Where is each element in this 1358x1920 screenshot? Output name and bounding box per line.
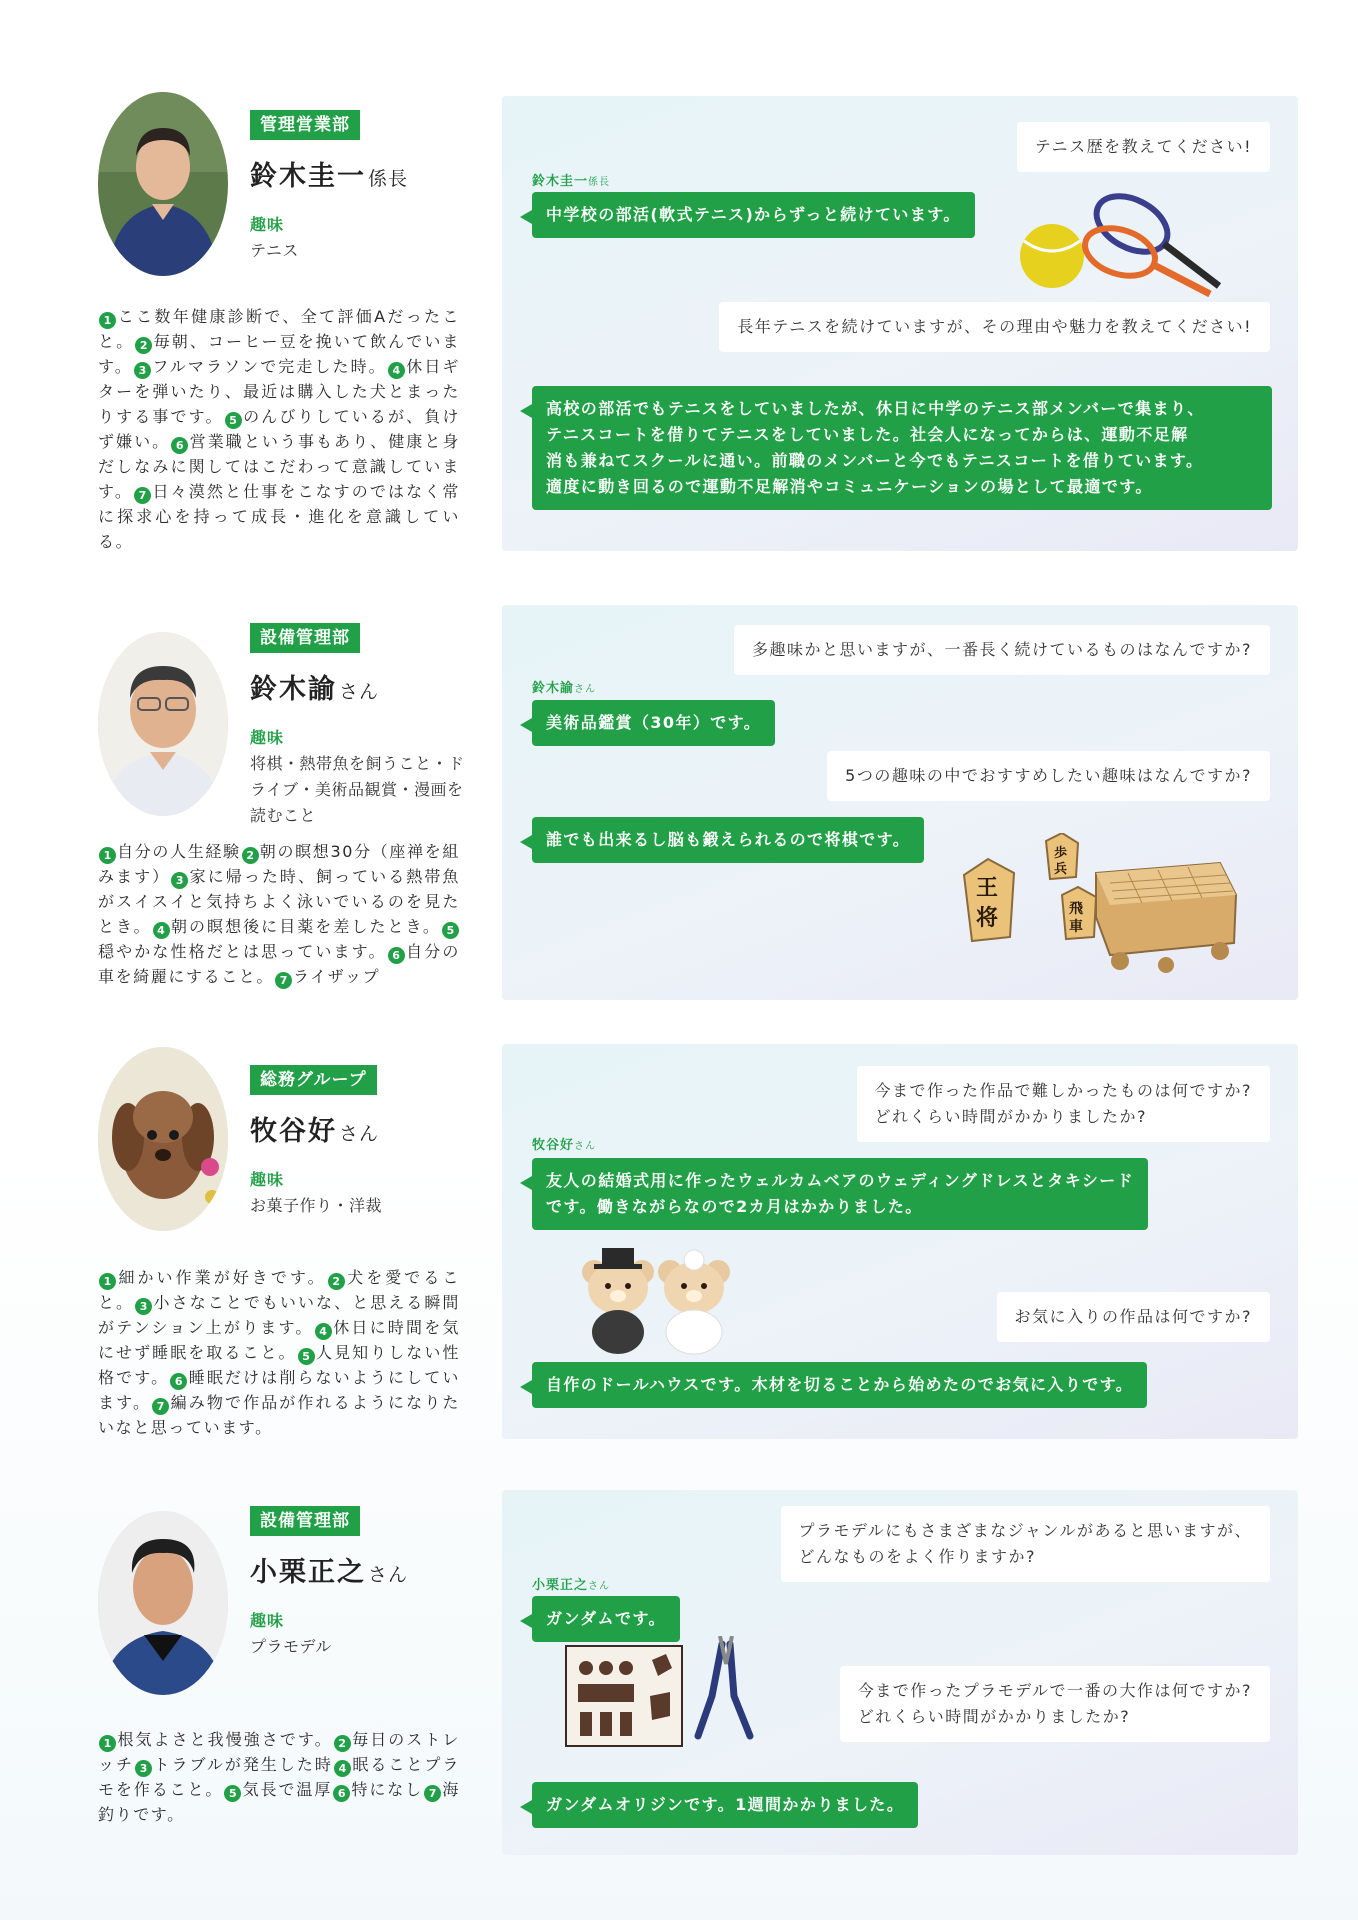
hobby-label: 趣味: [250, 728, 285, 747]
teddy-bears-icon: [572, 1246, 742, 1356]
portrait-photo: [98, 92, 228, 276]
svg-text:飛: 飛: [1069, 901, 1083, 917]
answer-bubble: 中学校の部活(軟式テニス)からずっと続けています。: [532, 192, 975, 238]
hobby-label: 趣味: [250, 1611, 285, 1630]
person-name: 鈴木諭 さん: [250, 674, 380, 705]
portrait-photo: [98, 1511, 228, 1695]
answer-bubble: 高校の部活でもテニスをしていましたが、休日に中学のテニス部メンバーで集まり、 テニスコートを借りてテニスをしていました。社会人になってからは、運動不足解 消も兼ねてスクールに通い。前職のメンバーと今でもテニスコートを借りています。 適度に動き回るので運動不足解消やコミュニケーションの場として最適です。: [532, 386, 1272, 510]
answer-bubble: 誰でも出来るし脳も鍛えられるので将棋です。: [532, 817, 924, 863]
question-bubble: 今まで作った作品で難しかったものは何ですか? どれくらい時間がかかりましたか?: [857, 1066, 1271, 1142]
portrait-photo: [98, 632, 228, 816]
hobby-label: 趣味: [250, 215, 285, 234]
interview-panel: [502, 1044, 1298, 1439]
interview-panel: [502, 1490, 1298, 1855]
self-introduction: 1 細かい作業が好きです。 2 犬を愛でること。 3 小さなことでもいいな、と思える瞬間がテンション上がります。 4 休日に時間を気にせず睡眠を取ること。 5 人見知りしない性格です。 6 睡眠だけは削らないようにしています。 7 編み物で作品が作れるようになりたいなと思っています。: [98, 1268, 461, 1437]
question-bubble: 多趣味かと思いますが、一番長く続けているものはなんですか?: [734, 625, 1270, 675]
self-introduction: 1 ここ数年健康診断で、全て評価Aだったこと。 2 毎朝、コーヒー豆を挽いて飲んでいます。 3 フルマラソンで完走した時。 4 休日ギターを弾いたり、最近は購入した犬とまったりする事です。 5 のんびりしているが、負けず嫌い。 6 営業職という事もあり、健康と身だしなみに関してはこだわって意識しています。 7 日々漠然と仕事をこなすのではなく常に探求心を持って成長・進化を意識している。: [98, 307, 461, 551]
hobby-value: テニス: [250, 241, 299, 260]
question-bubble: プラモデルにもさまざまなジャンルがあると思いますが、 どんなものをよく作りますか?: [781, 1506, 1270, 1582]
person-name: 小栗正之 さん: [250, 1557, 409, 1588]
svg-text:将: 将: [976, 905, 999, 931]
svg-text:兵: 兵: [1054, 862, 1068, 877]
hobby-value: お菓子作り・洋裁: [250, 1196, 383, 1215]
interview-panel: [502, 96, 1298, 551]
speaker-label: 鈴木圭一係長: [532, 174, 611, 189]
svg-text:王: 王: [976, 875, 999, 901]
question-bubble: 今まで作ったプラモデルで一番の大作は何ですか? どれくらい時間がかかりましたか?: [840, 1666, 1270, 1742]
plastic-model-runner-icon: [562, 1636, 762, 1756]
speaker-label: 鈴木諭さん: [532, 681, 597, 696]
hobby-value: 将棋・熱帯魚を飼うこと・ドライブ・美術品観賞・漫画を読むこと: [250, 754, 465, 825]
answer-bubble: 友人の結婚式用に作ったウェルカムベアのウェディングドレスとタキシード です。働きながらなので2カ月はかかりました。: [532, 1158, 1148, 1230]
hobby-label: 趣味: [250, 1170, 285, 1189]
person-name: 鈴木圭一 係長: [250, 161, 409, 192]
speaker-label: 小栗正之さん: [532, 1578, 611, 1593]
speaker-label: 牧谷好さん: [532, 1138, 597, 1153]
question-bubble: 長年テニスを続けていますが、その理由や魅力を教えてください!: [719, 302, 1270, 352]
svg-text:車: 車: [1069, 919, 1083, 935]
dog-photo: [98, 1047, 228, 1231]
answer-bubble: ガンダムです。: [532, 1596, 680, 1642]
answer-bubble: ガンダムオリジンです。1週間かかりました。: [532, 1782, 918, 1828]
department-badge: 管理営業部: [250, 110, 360, 140]
hobby-value: プラモデル: [250, 1637, 332, 1656]
question-bubble: テニス歴を教えてください!: [1017, 122, 1270, 172]
department-badge: 設備管理部: [250, 623, 360, 653]
self-introduction: 1 根気よさと我慢強さです。 2 毎日のストレッチ 3 トラブルが発生した時 4 眠ることプラモを作ること。 5 気長で温厚 6 特になし 7 海釣りです。: [98, 1730, 460, 1824]
answer-bubble: 自作のドールハウスです。木材を切ることから始めたのでお気に入りです。: [532, 1362, 1147, 1408]
svg-text:歩: 歩: [1054, 846, 1068, 861]
person-name: 牧谷好 さん: [250, 1116, 380, 1147]
department-badge: 設備管理部: [250, 1506, 360, 1536]
interview-panel: [502, 605, 1298, 1000]
shogi-board-icon: [958, 833, 1248, 983]
question-bubble: 5つの趣味の中でおすすめしたい趣味はなんですか?: [827, 751, 1270, 801]
self-introduction: 1 自分の人生経験 2 朝の瞑想30分（座禅を組みます） 3 家に帰った時、飼っている熱帯魚がスイスイと気持ちよく泳いでいるのを見たとき。 4 朝の瞑想後に目薬を差したとき。 5穏やかな性格だとは思っています。 6 自分の車を綺麗にすること。 7 ライザップ: [98, 842, 461, 987]
department-badge: 総務グループ: [250, 1065, 377, 1095]
question-bubble: お気に入りの作品は何ですか?: [997, 1292, 1271, 1342]
tennis-racket-icon: [1014, 186, 1244, 306]
answer-bubble: 美術品鑑賞（30年）です。: [532, 700, 775, 746]
